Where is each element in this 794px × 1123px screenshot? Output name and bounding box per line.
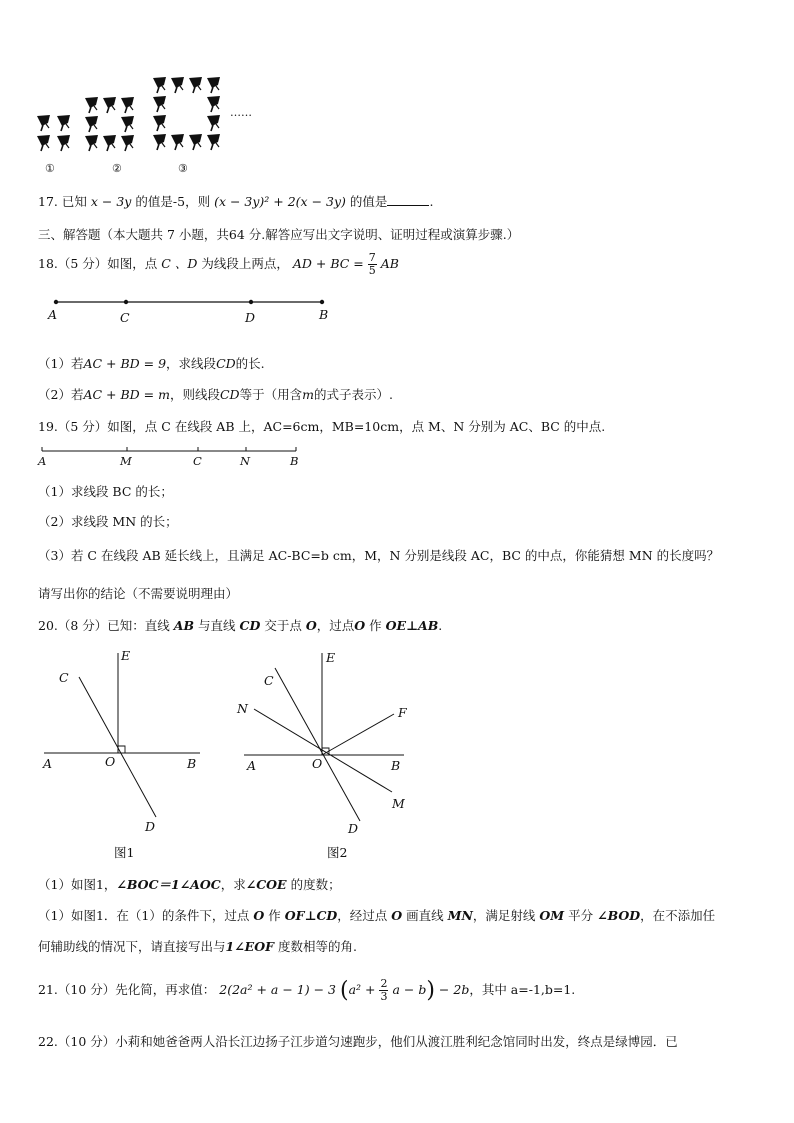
q17-value: -5	[172, 194, 186, 209]
q21-frac-pre: a² +	[348, 982, 376, 997]
q18-p2-expr: AC + BD = m	[83, 387, 170, 402]
q18-p2-b: ，则线段	[169, 387, 220, 402]
q21-frac-num: 2	[380, 977, 388, 990]
q17-text-mid2: ，则	[185, 194, 211, 209]
q18-eq-right: AB	[380, 256, 399, 271]
q20-p2-c: ，经过点	[337, 908, 388, 923]
q18-p1-expr: AC + BD = 9	[83, 356, 167, 371]
fig1-label-o: O	[105, 754, 116, 769]
question-21	[38, 978, 575, 1003]
pattern-label-1: ①	[45, 162, 55, 175]
q19-label-c: C	[193, 454, 202, 468]
q20-p1-expr: ∠BOC＝1∠AOC	[116, 877, 221, 892]
q20-head	[38, 616, 442, 634]
q18-p1-c: 的长.	[235, 356, 265, 371]
fig2-label-e: E	[326, 650, 336, 665]
q20-p2-mn: MN	[447, 908, 473, 923]
question-18	[38, 252, 399, 277]
q20-figure-2-svg	[232, 645, 422, 860]
q20-p2-a: （1）如图1．在（1）的条件下，过点	[38, 908, 250, 923]
q17-number: 17.	[38, 194, 58, 209]
q20-head-cd: CD	[239, 618, 261, 633]
q19-part-1: （1）求线段 BC 的长；	[38, 484, 173, 499]
pattern-3	[153, 77, 220, 150]
q17-text-mid: 的值是	[135, 194, 173, 209]
q20-head-f: .	[438, 618, 443, 633]
fig1-label-d: D	[145, 819, 156, 834]
section-3-title: 三、解答题（本大题共 7 小题，共64 分.解答应写出文字说明、证明过程或演算步骤.）	[38, 227, 520, 242]
q18-p1-seg: CD	[216, 356, 236, 371]
q18-p1-a: （1）若	[38, 356, 84, 371]
q18-head: 18.（5 分）如图，点	[38, 256, 158, 271]
q20-p1-b: ，求	[220, 877, 246, 892]
fig2-label-f: F	[398, 705, 407, 720]
q19-part-3: （3）若 C 在线段 AB 延长线上，且满足 AC-BC=b cm，M，N 分别是线段 AC，BC 的中点，你能猜想 MN 的长度吗？	[38, 548, 720, 563]
q18-segment-figure	[40, 292, 340, 332]
q20-head-d: ，过点	[316, 618, 355, 633]
q20-head-b: 与直线	[198, 618, 236, 633]
q18-mid: 为线段上两点，	[201, 256, 289, 271]
q21-paren-close: )	[426, 978, 435, 1003]
q17-text-after: 的值是	[349, 194, 388, 209]
q19-head: 19.（5 分）如图，点 C 在线段 AB 上，AC=6cm，MB=10cm，点 M、N 分别为 AC、BC 的中点.	[38, 419, 606, 434]
q17-answer-blank[interactable]	[387, 193, 429, 206]
q18-label-b: B	[319, 307, 329, 322]
q20-part-1	[38, 875, 341, 893]
q20-p2-f: 平分	[568, 908, 594, 923]
fig1-caption: 图1	[114, 845, 135, 860]
question-22: 22.（10 分）小莉和她爸爸两人沿长江边扬子江步道匀速跑步，他们从渡江胜利纪念馆同时出发，终点是绿博园．已	[38, 1034, 678, 1049]
q18-points: C 、D	[161, 256, 198, 271]
pattern-2	[85, 97, 134, 151]
pattern-1	[37, 115, 70, 151]
q21-tail: ，其中 a=-1,b=1.	[469, 982, 576, 997]
pattern-label-2: ②	[112, 162, 122, 175]
q18-p2-a: （2）若	[38, 387, 84, 402]
q20-p2-e: ，满足射线	[472, 908, 536, 923]
q21-paren-open: (	[339, 978, 349, 1003]
q21-frac-post: a − b	[392, 982, 427, 997]
q19-label-a: A	[38, 454, 47, 468]
q20-head-ab: AB	[173, 618, 195, 633]
fig1-label-c: C	[59, 670, 69, 685]
q18-frac-den: 5	[368, 264, 376, 277]
pattern-ellipsis: ……	[230, 106, 252, 119]
q20-p1-a: （1）如图1，	[38, 877, 117, 892]
q17-expr: x − 3y	[90, 194, 132, 209]
q20-p2-line2-a: 何辅助线的情况下，请直接写出与	[38, 939, 226, 954]
q18-label-c: C	[120, 310, 130, 325]
fig2-label-b: B	[391, 758, 401, 773]
fig2-label-c: C	[264, 673, 274, 688]
pattern-label-3: ③	[178, 162, 188, 175]
q19-label-b: B	[290, 454, 299, 468]
pattern-figure	[30, 72, 270, 182]
q19-part-3b: 请写出你的结论（不需要说明理由）	[38, 586, 239, 601]
q21-head: 21.（10 分）先化简，再求值：	[38, 982, 216, 997]
q20-p1-ang: ∠COE	[245, 877, 287, 892]
q18-part-1	[38, 354, 265, 372]
q18-p2-c: 等于（用含	[239, 387, 303, 402]
q18-part-2	[38, 385, 393, 403]
q21-expr-a: 2(2a² + a − 1) − 3	[219, 982, 336, 997]
q18-p2-seg: CD	[219, 387, 240, 402]
q20-p2-perp: OF⊥CD	[284, 908, 338, 923]
fig2-label-n: N	[237, 701, 248, 716]
q19-label-n: N	[240, 454, 251, 468]
q20-p2-o2: O	[391, 908, 403, 923]
q20-p2-line2-ang: 1∠EOF	[225, 939, 274, 954]
fig1-label-e: E	[121, 648, 131, 663]
q20-head-perp: OE⊥AB	[385, 618, 439, 633]
q21-fraction	[379, 978, 388, 1003]
q19-part-2: （2）求线段 MN 的长；	[38, 514, 178, 529]
question-17	[38, 192, 433, 210]
fig1-label-b: B	[187, 756, 197, 771]
q20-head-a: 20.（8 分）已知：直线	[38, 618, 170, 633]
q20-p2-o: O	[253, 908, 265, 923]
q17-end: .	[429, 194, 434, 209]
q18-eq-left: AD + BC =	[292, 256, 364, 271]
q20-p2-g: ，在不添加任	[640, 908, 716, 923]
fig2-caption: 图2	[327, 845, 348, 860]
q18-segment-svg	[40, 292, 340, 332]
q18-p2-m: m	[302, 387, 314, 402]
q20-part-2	[38, 906, 715, 924]
fig2-label-d: D	[348, 821, 359, 836]
q17-text-before: 已知	[61, 194, 87, 209]
fig2-label-o: O	[312, 756, 323, 771]
fig2-label-a: A	[247, 758, 257, 773]
q18-label-d: D	[245, 310, 256, 325]
q20-head-o2: O	[354, 618, 366, 633]
q19-segment-svg	[38, 443, 308, 473]
q19-segment-figure	[38, 443, 308, 473]
q20-p2-b: 作	[268, 908, 281, 923]
q18-fraction	[368, 252, 377, 277]
q20-head-e: 作	[369, 618, 382, 633]
fig2-label-m: M	[392, 796, 405, 811]
q20-head-o: O	[305, 618, 317, 633]
q18-p2-d: 的式子表示）.	[313, 387, 393, 402]
q17-expr2: (x − 3y)² + 2(x − 3y)	[214, 194, 346, 209]
q20-p2-bod: ∠BOD	[597, 908, 641, 923]
q18-frac-num: 7	[368, 251, 376, 264]
q19-label-m: M	[120, 454, 132, 468]
q20-p2-om: OM	[539, 908, 565, 923]
q20-p1-c: 的度数；	[290, 877, 341, 892]
q20-part-2-line-2	[38, 937, 357, 955]
q18-label-a: A	[48, 307, 58, 322]
q21-expr-b: − 2b	[438, 982, 470, 997]
q21-frac-den: 3	[380, 990, 388, 1003]
q20-head-c: 交于点	[264, 618, 302, 633]
q20-p2-line2-b: 度数相等的角.	[277, 939, 357, 954]
q18-p1-b: ，求线段	[166, 356, 217, 371]
fig1-label-a: A	[43, 756, 53, 771]
q20-p2-d: 画直线	[406, 908, 444, 923]
q20-figure-1	[38, 645, 218, 860]
q20-figure-2	[232, 645, 422, 860]
pattern-svg	[30, 72, 270, 182]
